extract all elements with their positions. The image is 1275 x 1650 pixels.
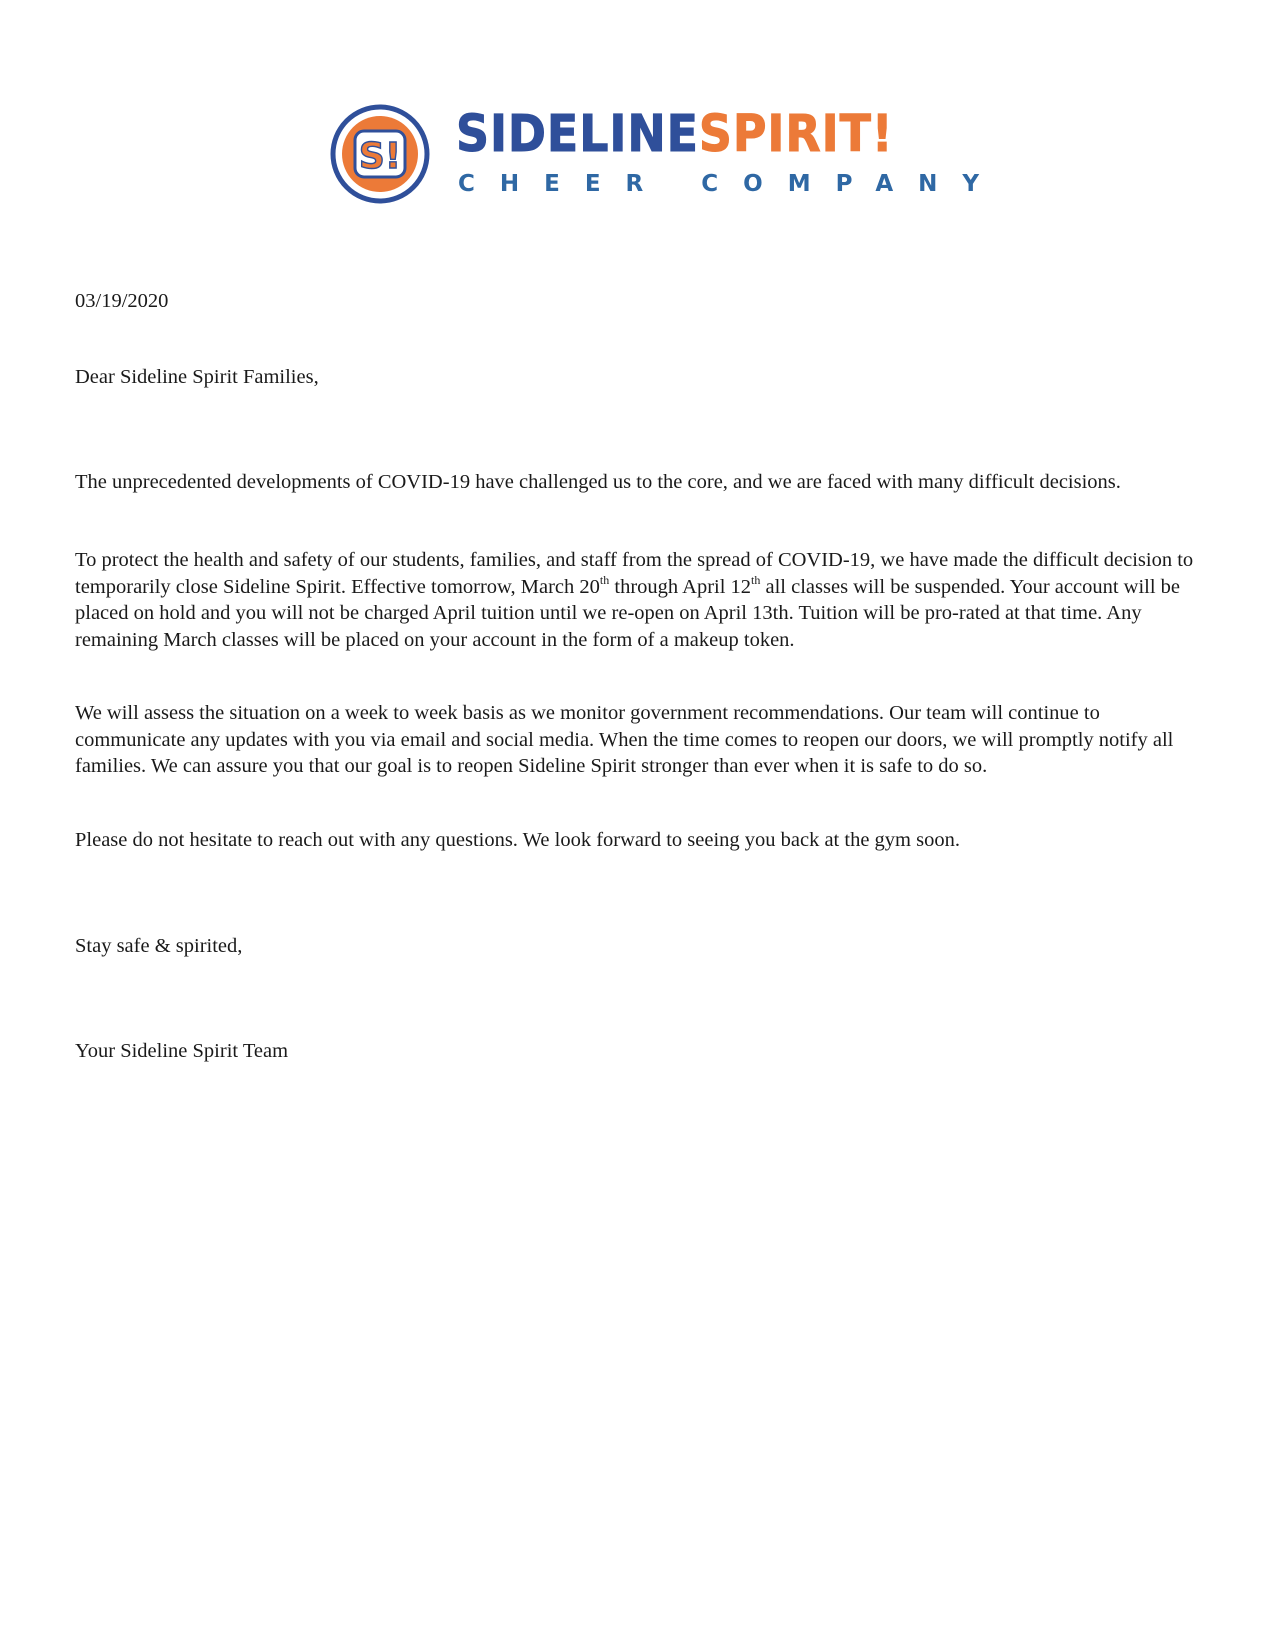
superscript-th-2: th <box>751 572 761 587</box>
letter-paragraph-1: The unprecedented developments of COVID-19 have challenged us to the core, and we are faced with many difficult decisions. <box>75 471 1121 493</box>
badge-logo-icon <box>330 104 430 204</box>
badge-text: S! <box>358 136 402 177</box>
paragraph-2-part-1: To protect the health and safety of our students, families, and staff from the spread of COVID-19, we have made the difficult decision to temporarily close Sideline Spirit. Effective tomorrow, March 20 <box>75 549 1194 598</box>
paragraph-2-part-2: through April 12 <box>609 575 752 598</box>
logo-title-spirit: SPIRIT! <box>698 105 894 164</box>
logo-title <box>456 105 894 164</box>
letter-closing: Stay safe & spirited, <box>75 935 243 957</box>
logo-title-sideline: SIDELINE <box>456 105 699 164</box>
letter-paragraph-3: We will assess the situation on a week to week basis as we monitor government recommendations. Our team will continue to communicate any updates with you via email and social media. When the time comes to reopen our doors, we will promptly notify all families. We can assure you that our goal is to reopen Sideline Spirit stronger than ever when it is safe to do so. <box>75 702 1174 777</box>
superscript-th-1: th <box>599 572 610 587</box>
letter-paragraph-2 <box>75 547 1205 653</box>
letter-signature: Your Sideline Spirit Team <box>75 1040 289 1062</box>
letter-salutation: Dear Sideline Spirit Families, <box>75 366 319 388</box>
logo-subtitle: CHEER COMPANY <box>458 171 1005 197</box>
company-logo <box>330 104 1005 208</box>
letter-date: 03/19/2020 <box>75 290 169 312</box>
paragraph-2-part-3: all classes will be suspended. Your account will be placed on hold and you will not be charged April tuition until we re-open on April 13th. Tuition will be pro-rated at that time. Any remaining March classes will be placed on your account in the form of a makeup token. <box>75 575 1180 651</box>
letter-paragraph-4: Please do not hesitate to reach out with any questions. We look forward to seeing you back at the gym soon. <box>75 829 960 851</box>
